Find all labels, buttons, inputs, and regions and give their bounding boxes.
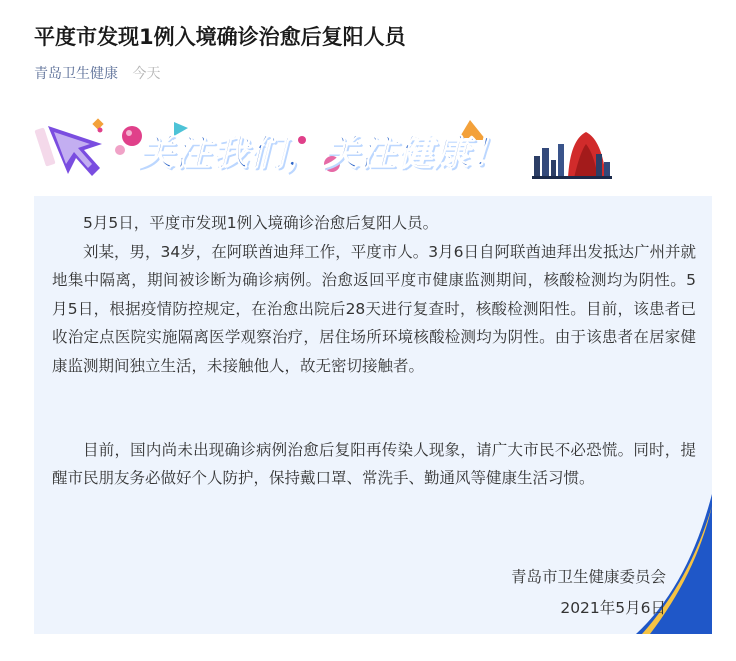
article-content-card <box>34 196 712 634</box>
issuer-signature: 青岛市卫生健康委员会 <box>510 568 666 586</box>
issue-date: 2021年5月6日 <box>560 599 666 617</box>
cursor-arrow-icon <box>34 118 103 176</box>
paragraph-intro: 5月5日，平度市发现1例入境确诊治愈后复阳人员。 <box>83 214 439 232</box>
banner-image <box>34 118 614 188</box>
paragraph-advice: 目前，国内尚未出现确诊病例治愈后复阳再传染人现象，请广大市民不必恐慌。同时，提醒市民朋友务必做好个人防护，保持戴口罩、常洗手、勤通风等健康生活习惯。 <box>52 441 696 488</box>
banner-slogan: 关注我们，关注健康！ <box>138 133 509 174</box>
city-skyline-icon <box>532 132 612 179</box>
article-meta <box>34 64 160 84</box>
publish-time: 今天 <box>132 66 161 82</box>
article-title: 平度市发现1例入境确诊治愈后复阳人员 <box>34 25 406 49</box>
account-name-link[interactable]: 青岛卫生健康 <box>34 66 118 82</box>
paragraph-case-details: 刘某，男，34岁，在阿联酋迪拜工作，平度市人。3月6日自阿联酋迪拜出发抵达广州并就地集中隔离，期间被诊断为确诊病例。治愈返回平度市健康监测期间，核酸检测均为阴性。5月5日，根据疫情防控规定，在治愈出院后28天进行复查时，核酸检测阳性。目前，该患者已收治定点医院实施隔离医学观察治疗，居住场所环境核酸检测均为阴性。由于该患者在居家健康监测期间独立生活，未接触他人，故无密切接触者。 <box>52 243 696 375</box>
